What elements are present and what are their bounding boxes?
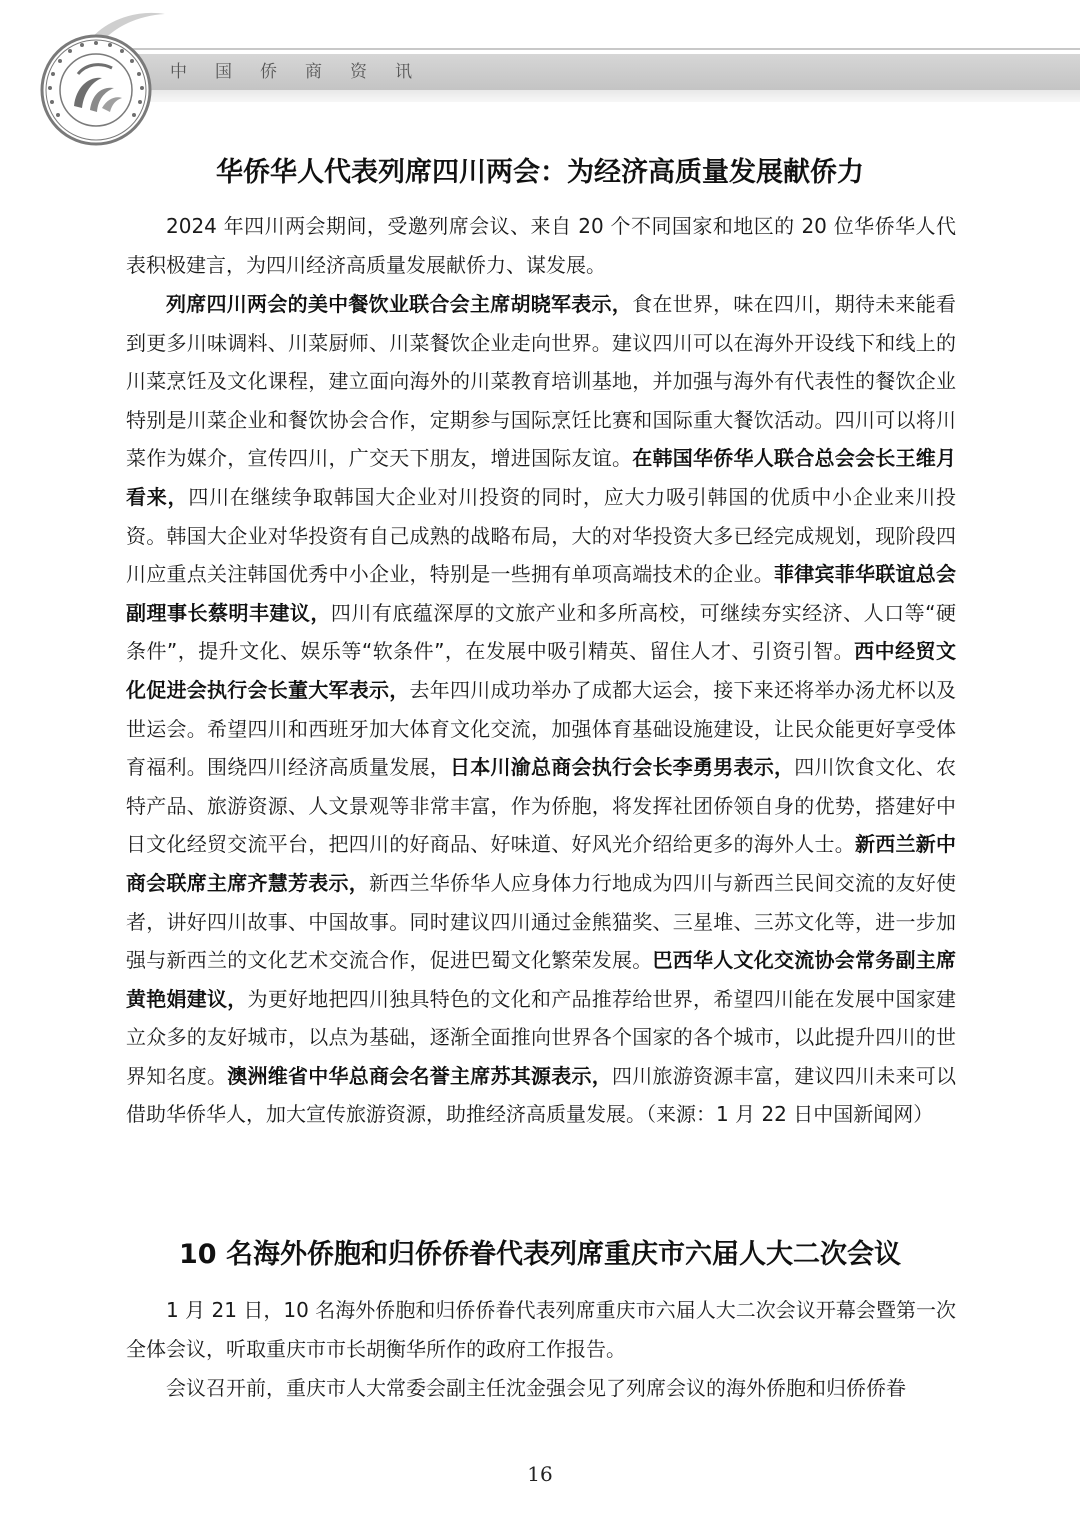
statement-hu-xiaojun: 食在世界，味在四川，期待未来能看到更多川味调料、川菜厨师、川菜餐饮企业走向世界。建议四川可以在海外开设线下和线上的川菜烹饪及文化课程，建立面向海外的川菜教育培训基地，并加强与海外有代表性的餐饮企业特别是川菜企业和餐饮协会合作，定期参与国际烹饪比赛和国际重大餐饮活动。四川可以将川菜作为媒介，宣传四川，广交天下朋友，增进国际友谊。	[126, 292, 957, 471]
federation-logo	[40, 34, 152, 146]
statement-su-qiyuan: 四川旅游资源丰富，建议四川未来可以借助华侨华人，加大宣传旅游资源，助推经济高质量发展。	[126, 1063, 956, 1127]
header-band-shadow	[120, 90, 1080, 102]
speaker-cai-mingfeng: 菲律宾菲华联谊总会副理事长蔡明丰建议，	[126, 562, 956, 625]
speaker-qi-huifang: 新西兰新中商会联席主席齐慧芳表示，	[126, 832, 956, 895]
article-2-title: 10 名海外侨胞和归侨侨眷代表列席重庆市六届人大二次会议	[179, 1239, 901, 1270]
article-1-body	[126, 285, 956, 1134]
article-2-paragraph-2: 会议召开前，重庆市人大常委会副主任沈金强会见了列席会议的海外侨胞和归侨侨眷	[166, 1376, 906, 1400]
statement-li-yongnan: 四川饮食文化、农特产品、旅游资源、人文景观等非常丰富，作为侨胞，将发挥社团侨领自身的优势，搭建好中日文化经贸交流平台，把四川的好商品、好味道、好风光介绍给更多的海外人士。	[126, 755, 956, 857]
article-1-intro: 2024 年四川两会期间，受邀列席会议、来自 20 个不同国家和地区的 20 位华侨华人代表积极建言，为四川经济高质量发展献侨力、谋发展。	[126, 214, 956, 277]
speaker-huang-yanjuan: 巴西华人文化交流协会常务副主席黄艳娟建议，	[126, 948, 956, 1011]
publication-title: 中国侨商资讯	[170, 62, 440, 82]
source-citation: （来源：1 月 22 日中国新闻网）	[646, 1102, 934, 1127]
speaker-li-yongnan: 日本川渝总商会执行会长李勇男表示，	[450, 755, 795, 780]
statement-dong-dajun: 去年四川成功举办了成都大运会，接下来还将举办汤尤杯以及世运会。希望四川和西班牙加大体育文化交流，加强体育基础设施建设，让民众能更好享受体育福利。围绕四川经济高质量发展，	[126, 677, 956, 780]
statement-wang-weiyue: 四川在继续争取韩国大企业对川投资的同时，应大力吸引韩国的优质中小企业来川投资。韩国大企业对华投资有自己成熟的战略布局，大的对华投资大多已经完成规划，现阶段四川应重点关注韩国优秀中小企业，特别是一些拥有单项高端技术的企业。	[126, 484, 957, 587]
article-1-title: 华侨华人代表列席四川两会：为经济高质量发展献侨力	[216, 157, 864, 188]
speaker-dong-dajun: 西中经贸文化促进会执行会长董大军表示，	[126, 639, 957, 702]
article-2-paragraph-1: 1 月 21 日，10 名海外侨胞和归侨侨眷代表列席重庆市六届人大二次会议开幕会暨第一次全体会议，听取重庆市市长胡衡华所作的政府工作报告。	[126, 1298, 956, 1361]
page-number: 16	[527, 1462, 553, 1486]
statement-cai-mingfeng: 四川有底蕴深厚的文旅产业和多所高校，可继续夯实经济、人口等“硬条件”，提升文化、娱乐等“软条件”，在发展中吸引精英、留住人才、引资引智。	[126, 600, 956, 664]
statement-qi-huifang: 新西兰华侨华人应身体力行地成为四川与新西兰民间交流的友好使者，讲好四川故事、中国故事。同时建议四川通过金熊猫奖、三星堆、三苏文化等，进一步加强与新西兰的文化艺术交流合作，促进巴蜀文化繁荣发展。	[126, 870, 956, 973]
speaker-hu-xiaojun: 列席四川两会的美中餐饮业联合会主席胡晓军表示，	[166, 292, 633, 316]
speaker-wang-weiyue: 在韩国华侨华人联合总会会长王维月看来，	[126, 446, 956, 509]
header-rule	[100, 48, 1080, 50]
statement-huang-yanjuan: 为更好地把四川独具特色的文化和产品推荐给世界，希望四川能在发展中国家建立众多的友好城市，以点为基础，逐渐全面推向世界各个国家的各个城市，以此提升四川的世界知名度。	[126, 986, 956, 1088]
speaker-su-qiyuan: 澳洲维省中华总商会名誉主席苏其源表示，	[227, 1063, 612, 1088]
